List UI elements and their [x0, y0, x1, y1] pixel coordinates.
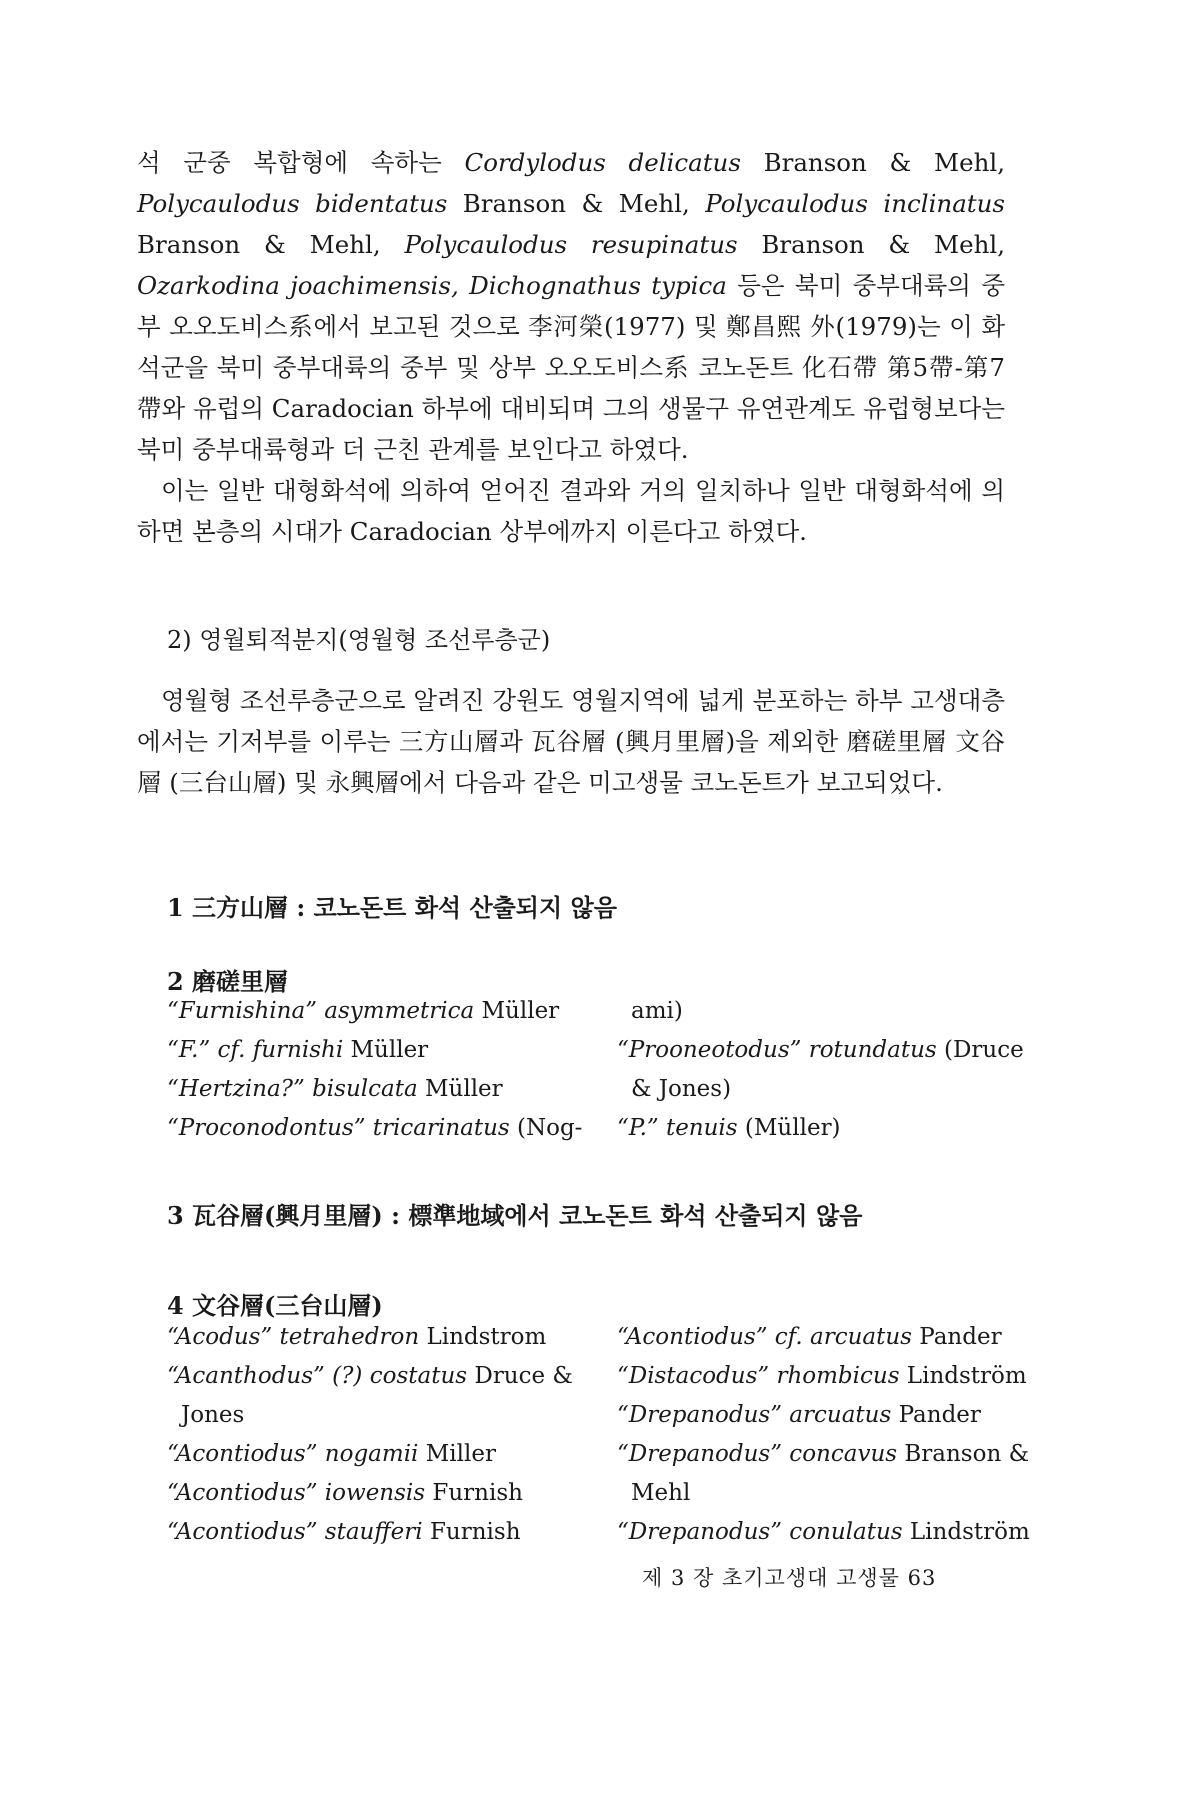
list-4-left: [167, 1318, 587, 1552]
list-item: “Acontiodus” iowensis Furnish: [167, 1480, 523, 1506]
paragraph-3: 영월형 조선루층군으로 알려진 강원도 영월지역에 넓게 분포하는 하부 고생대층에서는 기저부를 이루는 三方山層과 瓦谷層 (興月里層)을 제외한 磨磋里層 文谷層 (三台山層) 및 永興層에서 다음과 같은 미고생물 코노돈트가 보고되었다.: [137, 686, 1005, 797]
text-run: Branson & Mehl,: [740, 148, 1005, 177]
list-4-right: [617, 1318, 1030, 1552]
list-item: “Acontiodus” staufferi Furnish: [167, 1519, 521, 1545]
list-item: Mehl: [631, 1480, 691, 1506]
text-run: Branson & Mehl,: [737, 230, 1005, 259]
list-item: “Acontiodus” nogamii Miller: [167, 1441, 496, 1467]
paragraph-2: 이는 일반 대형화석에 의하여 얻어진 결과와 거의 일치하나 일반 대형화석에 의하면 본층의 시대가 Caradocian 상부에까지 이른다고 하였다.: [137, 476, 1005, 546]
section-4-heading: 4 文谷層(三台山層): [167, 1291, 383, 1320]
text-run: 등은 북미 중부대륙의 중부 오오도비스系에서 보고된 것으로 李河榮(1977) 및 鄭昌熙 外(1979)는 이 화석군을 북미 중부대륙의 중부 및 상부 오오도비스系 코노돈트 化石帶 第5帶-第7帶와 유럽의 Caradocian 하부에 대비되며 그의 생물구 유연관계도 유럽형보다는 북미 중부대륙형과 더 근친 관계를 보인다고 하였다.: [137, 271, 1005, 464]
list-2-right: [617, 992, 1024, 1148]
species-name: Ozarkodina joachimensis, Dichognathus typica: [137, 271, 727, 300]
paragraph-3-block: [137, 680, 1005, 803]
species-name: Polycaulodus bidentatus: [137, 189, 448, 218]
list-item: “P.” tenuis (Müller): [617, 1115, 841, 1141]
list-item: “Acontiodus” cf. arcuatus Pander: [617, 1324, 1002, 1350]
list-item: “Drepanodus” concavus Branson &: [617, 1441, 1030, 1467]
list-item: “Prooneotodus” rotundatus (Druce: [617, 1037, 1024, 1063]
paragraph-1: [137, 142, 1005, 470]
species-name: Polycaulodus resupinatus: [404, 230, 738, 259]
list-item: “F.” cf. furnishi Müller: [167, 1037, 429, 1063]
list-item: Jones: [181, 1402, 245, 1428]
list-item: “Drepanodus” arcuatus Pander: [617, 1402, 981, 1428]
page-footer: 제 3 장 초기고생대 고생물 63: [642, 1566, 937, 1590]
list-item: “Distacodus” rhombicus Lindström: [617, 1363, 1027, 1389]
body-text-block: [137, 142, 1005, 552]
list-item: “Furnishina” asymmetrica Müller: [167, 998, 560, 1024]
text-run: 석 군중 복합형에 속하는: [137, 148, 465, 177]
section-3-heading: 3 瓦谷層(興月里層) : 標準地域에서 코노돈트 화석 산출되지 않음: [167, 1201, 863, 1230]
list-2-left: [167, 992, 587, 1148]
list-item: “Acanthodus” (?) costatus Druce &: [167, 1363, 573, 1389]
text-run: Branson & Mehl,: [137, 230, 405, 259]
section-1-heading: 1 三方山層 : 코노돈트 화석 산출되지 않음: [167, 893, 617, 922]
subheading: 2) 영월퇴적분지(영월형 조선루층군): [167, 626, 551, 654]
list-item: ami): [631, 998, 683, 1024]
list-item: “Acodus” tetrahedron Lindstrom: [167, 1324, 547, 1350]
list-item: “Hertzina?” bisulcata Müller: [167, 1076, 503, 1102]
species-name: Polycaulodus inclinatus: [705, 189, 1005, 218]
section-2-heading: 2 磨磋里層: [167, 967, 289, 996]
text-run: Branson & Mehl,: [447, 189, 706, 218]
species-name: Cordylodus delicatus: [464, 148, 741, 177]
list-item: “Proconodontus” tricarinatus (Nog-: [167, 1115, 583, 1141]
list-item: & Jones): [631, 1076, 732, 1102]
list-item: “Drepanodus” conulatus Lindström: [617, 1519, 1030, 1545]
